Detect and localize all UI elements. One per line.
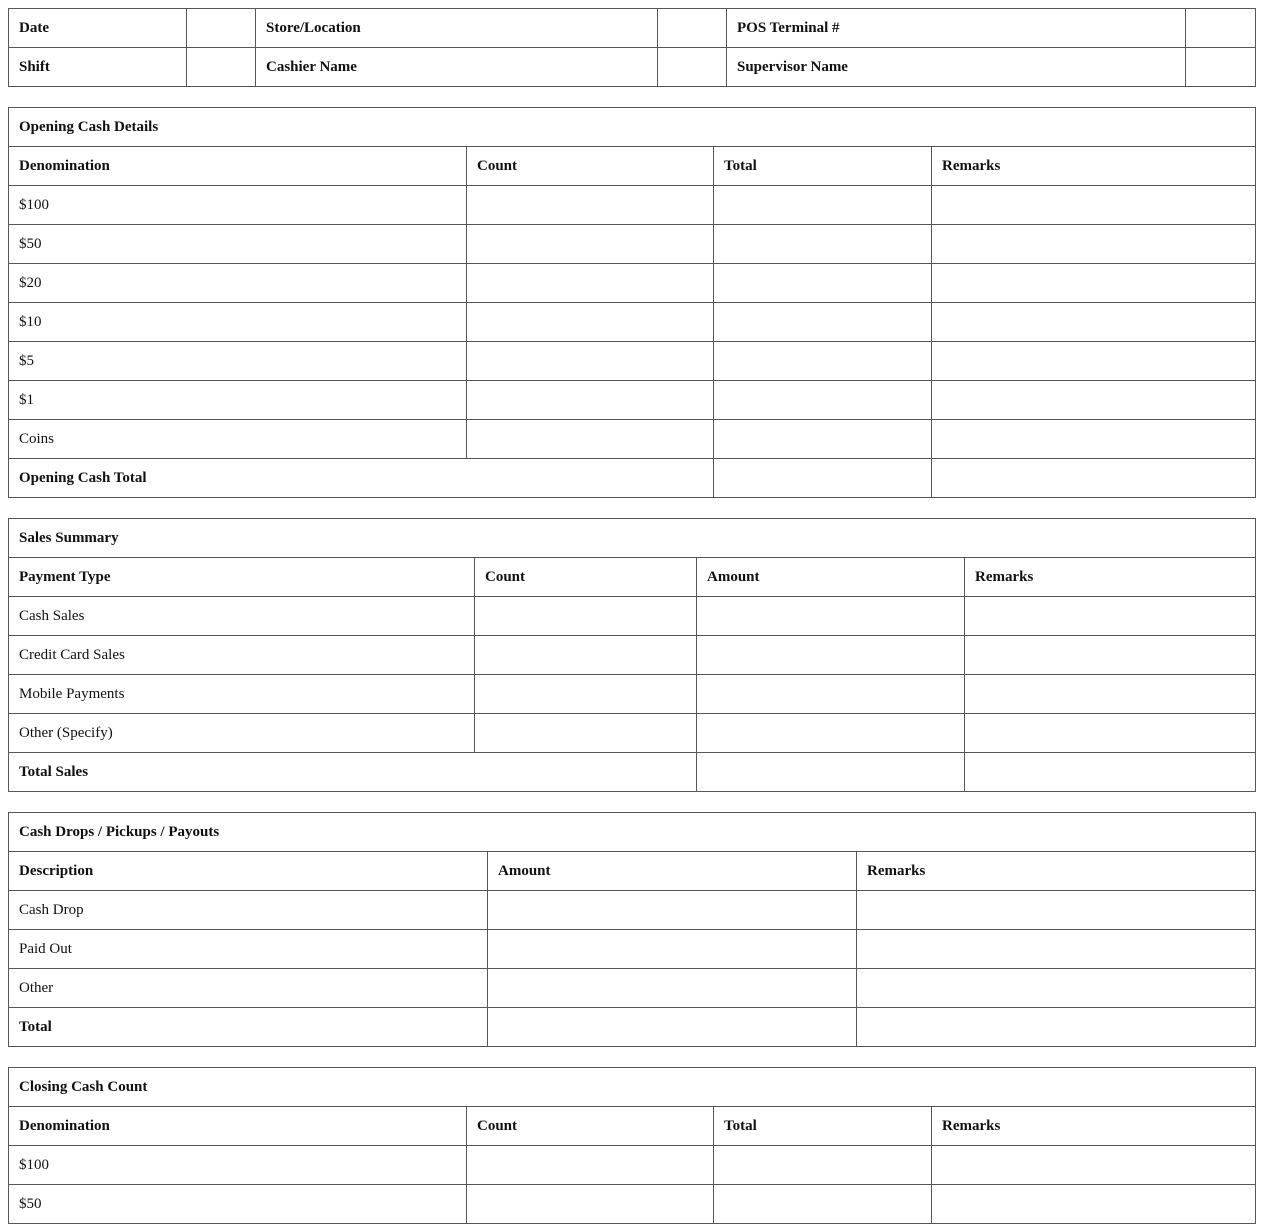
column-header: Remarks (857, 852, 1256, 891)
row-label: Paid Out (9, 930, 488, 969)
date-label: Date (9, 9, 187, 48)
table-row (9, 1185, 1256, 1224)
store-location-label: Store/Location (256, 9, 658, 48)
total-cell[interactable] (714, 381, 932, 420)
total-cell[interactable] (714, 303, 932, 342)
count-cell[interactable] (475, 636, 697, 675)
column-header: Payment Type (9, 558, 475, 597)
row-label: Mobile Payments (9, 675, 475, 714)
column-header-row (9, 147, 1256, 186)
cashier-name-label: Cashier Name (256, 48, 658, 87)
opening-cash-total-cell[interactable] (714, 459, 932, 498)
total-sales-label: Total Sales (9, 753, 697, 792)
column-header: Remarks (932, 1107, 1256, 1146)
table-row (9, 636, 1256, 675)
sales-summary-title: Sales Summary (9, 519, 1256, 558)
table-row (9, 225, 1256, 264)
column-header: Remarks (932, 147, 1256, 186)
amount-cell[interactable] (697, 675, 965, 714)
pos-terminal-label: POS Terminal # (727, 9, 1186, 48)
row-label: Coins (9, 420, 467, 459)
table-row (9, 264, 1256, 303)
column-header: Count (467, 147, 714, 186)
remarks-cell[interactable] (932, 225, 1256, 264)
remarks-cell[interactable] (932, 1185, 1256, 1224)
remarks-cell[interactable] (857, 1008, 1256, 1047)
remarks-cell[interactable] (932, 303, 1256, 342)
count-cell[interactable] (467, 420, 714, 459)
count-cell[interactable] (475, 714, 697, 753)
remarks-cell[interactable] (932, 381, 1256, 420)
column-header-row (9, 558, 1256, 597)
row-label: $50 (9, 225, 467, 264)
table-row (9, 930, 1256, 969)
total-cell[interactable] (714, 420, 932, 459)
shift-label: Shift (9, 48, 187, 87)
row-label: $20 (9, 264, 467, 303)
column-header: Remarks (965, 558, 1256, 597)
row-label: Cash Drop (9, 891, 488, 930)
count-cell[interactable] (475, 675, 697, 714)
opening-cash-title: Opening Cash Details (9, 108, 1256, 147)
table-row (9, 714, 1256, 753)
store-location-field[interactable] (658, 9, 727, 48)
date-field[interactable] (187, 9, 256, 48)
closing-cash-title: Closing Cash Count (9, 1068, 1256, 1107)
table-row (9, 1146, 1256, 1185)
amount-cell[interactable] (697, 714, 965, 753)
total-cell[interactable] (714, 1185, 932, 1224)
remarks-cell[interactable] (932, 342, 1256, 381)
column-header: Total (714, 147, 932, 186)
amount-cell[interactable] (488, 969, 857, 1008)
header-info-table (8, 8, 1256, 87)
count-cell[interactable] (467, 264, 714, 303)
amount-cell[interactable] (697, 597, 965, 636)
count-cell[interactable] (467, 186, 714, 225)
row-label: $100 (9, 186, 467, 225)
cash-drops-table (8, 812, 1256, 1047)
section-title-row (9, 813, 1256, 852)
table-row (9, 342, 1256, 381)
opening-cash-total-label: Opening Cash Total (9, 459, 714, 498)
column-header-row (9, 852, 1256, 891)
table-row (9, 675, 1256, 714)
supervisor-name-field[interactable] (1186, 48, 1256, 87)
drops-total-label: Total (9, 1008, 488, 1047)
column-header: Denomination (9, 1107, 467, 1146)
table-row (9, 597, 1256, 636)
cash-drops-title: Cash Drops / Pickups / Payouts (9, 813, 1256, 852)
shift-field[interactable] (187, 48, 256, 87)
table-row (9, 420, 1256, 459)
column-header: Denomination (9, 147, 467, 186)
amount-cell[interactable] (697, 636, 965, 675)
row-label: $1 (9, 381, 467, 420)
row-label: $100 (9, 1146, 467, 1185)
section-title-row (9, 108, 1256, 147)
supervisor-name-label: Supervisor Name (727, 48, 1186, 87)
section-title-row (9, 1068, 1256, 1107)
row-label: $5 (9, 342, 467, 381)
remarks-cell[interactable] (965, 636, 1256, 675)
remarks-cell[interactable] (932, 1146, 1256, 1185)
remarks-cell[interactable] (857, 930, 1256, 969)
count-cell[interactable] (467, 1146, 714, 1185)
table-row (9, 969, 1256, 1008)
cashier-name-field[interactable] (658, 48, 727, 87)
header-row-1 (9, 9, 1256, 48)
row-label: Other (9, 969, 488, 1008)
remarks-cell[interactable] (965, 753, 1256, 792)
table-row (9, 303, 1256, 342)
row-label: Other (Specify) (9, 714, 475, 753)
total-cell[interactable] (714, 225, 932, 264)
row-label: $10 (9, 303, 467, 342)
remarks-cell[interactable] (965, 714, 1256, 753)
count-cell[interactable] (467, 381, 714, 420)
count-cell[interactable] (467, 342, 714, 381)
header-row-2 (9, 48, 1256, 87)
total-row (9, 753, 1256, 792)
count-cell[interactable] (475, 597, 697, 636)
column-header: Amount (697, 558, 965, 597)
remarks-cell[interactable] (932, 420, 1256, 459)
total-cell[interactable] (714, 186, 932, 225)
drops-total-cell[interactable] (488, 1008, 857, 1047)
column-header: Description (9, 852, 488, 891)
count-cell[interactable] (467, 225, 714, 264)
total-cell[interactable] (714, 342, 932, 381)
closing-cash-table (8, 1067, 1256, 1224)
table-row (9, 186, 1256, 225)
total-cell[interactable] (714, 1146, 932, 1185)
row-label: Cash Sales (9, 597, 475, 636)
count-cell[interactable] (467, 303, 714, 342)
total-cell[interactable] (714, 264, 932, 303)
pos-terminal-field[interactable] (1186, 9, 1256, 48)
opening-cash-table (8, 107, 1256, 498)
remarks-cell[interactable] (965, 597, 1256, 636)
remarks-cell[interactable] (965, 675, 1256, 714)
remarks-cell[interactable] (932, 186, 1256, 225)
remarks-cell[interactable] (932, 459, 1256, 498)
remarks-cell[interactable] (932, 264, 1256, 303)
sales-summary-table (8, 518, 1256, 792)
remarks-cell[interactable] (857, 891, 1256, 930)
total-sales-cell[interactable] (697, 753, 965, 792)
row-label: Credit Card Sales (9, 636, 475, 675)
column-header: Count (467, 1107, 714, 1146)
section-title-row (9, 519, 1256, 558)
amount-cell[interactable] (488, 930, 857, 969)
total-row (9, 459, 1256, 498)
count-cell[interactable] (467, 1185, 714, 1224)
remarks-cell[interactable] (857, 969, 1256, 1008)
table-row (9, 381, 1256, 420)
table-row (9, 891, 1256, 930)
column-header: Total (714, 1107, 932, 1146)
column-header: Count (475, 558, 697, 597)
total-row (9, 1008, 1256, 1047)
amount-cell[interactable] (488, 891, 857, 930)
row-label: $50 (9, 1185, 467, 1224)
column-header: Amount (488, 852, 857, 891)
column-header-row (9, 1107, 1256, 1146)
